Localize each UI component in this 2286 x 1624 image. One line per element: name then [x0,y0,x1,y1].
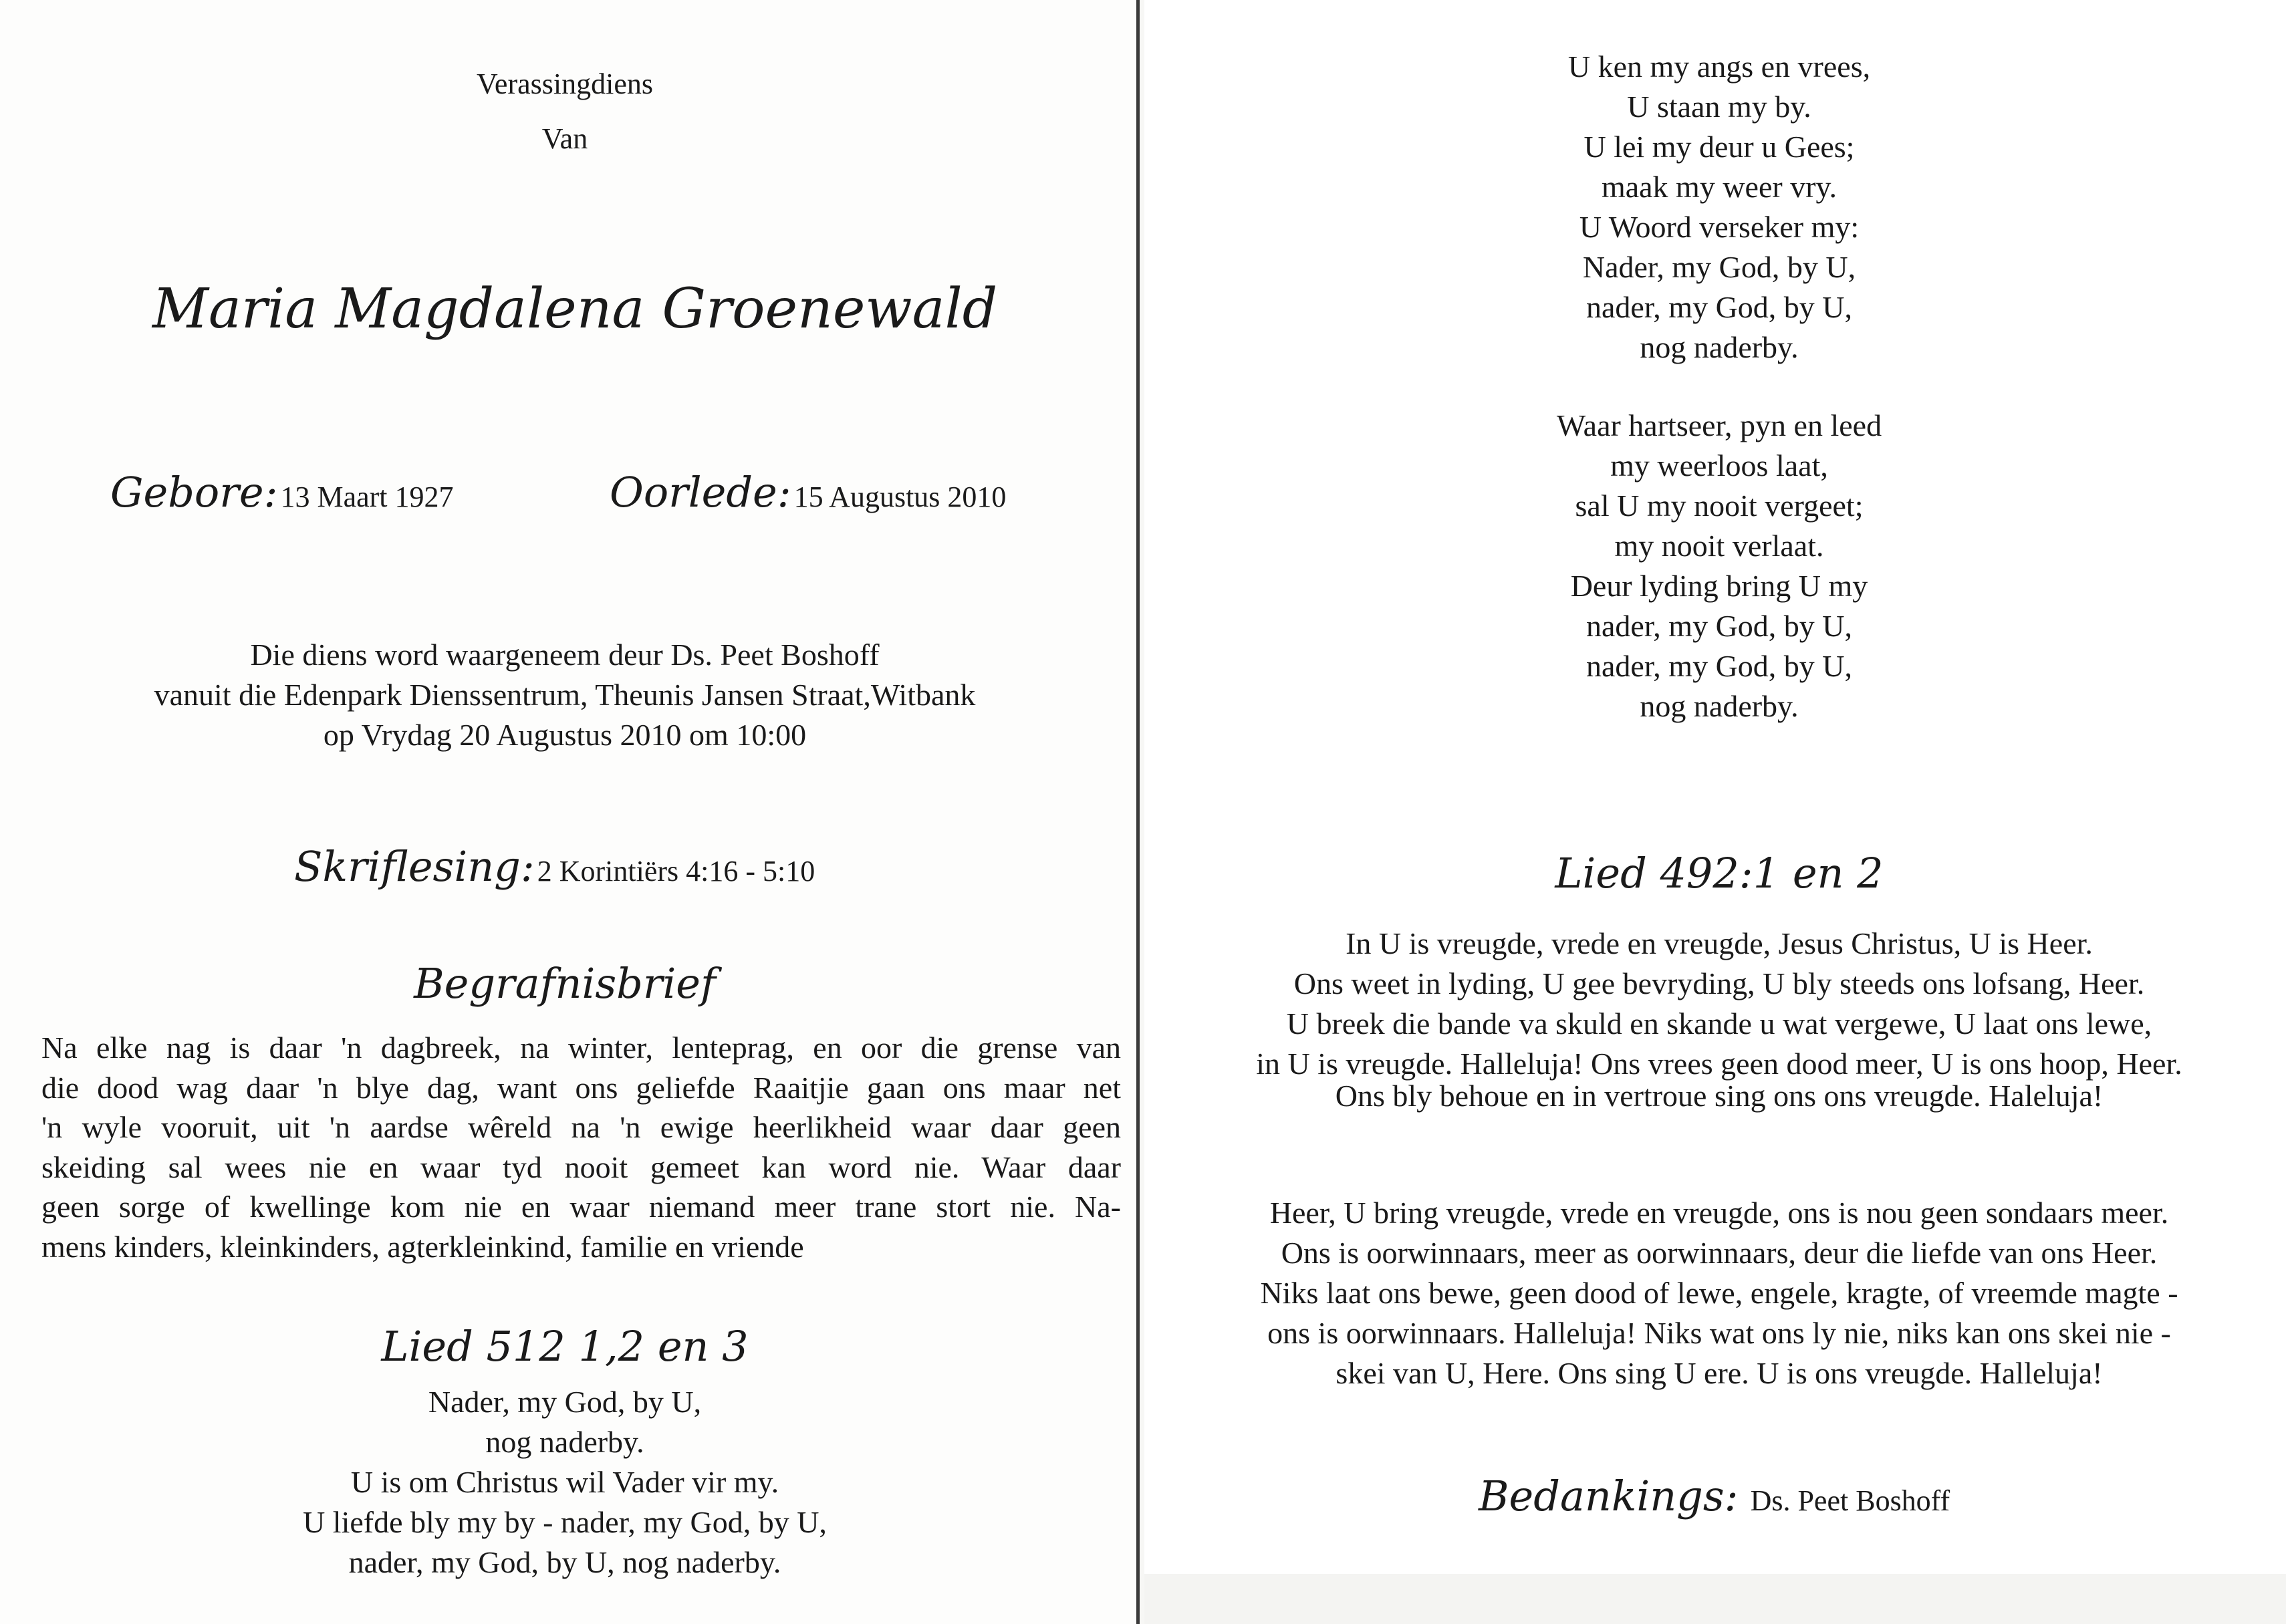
hymn-line: nog naderby. [1640,689,1799,723]
hymn-line: nader, my God, by U, [1585,649,1853,683]
hymn-line: U liefde bly my by - nader, my God, by U, [303,1505,827,1539]
hymn1-verse [0,1382,1130,1583]
died-label: Oorlede: [610,468,791,517]
hymn-line: my nooit verlaat. [1614,529,1824,563]
died-date: 15 Augustus 2010 [793,481,1007,513]
right-page [1144,0,2286,1624]
hymn-line: In U is vreugde, vrede en vreugde, Jesus Christus, U is Heer. [1346,926,2093,960]
hymn-line: Ons weet in lyding, U gee bevryding, U bly steeds ons lofsang, Heer. [1293,966,2145,1000]
hymn-line: nog naderby. [1640,330,1799,364]
hymn-line: Niks laat ons bewe, geen dood of lewe, engele, kragte, of vreemde magte - [1260,1276,2178,1310]
heading-verassingdiens: Verassingdiens [477,67,653,100]
died-row [610,468,1006,517]
letter-text [41,1028,1121,1266]
hymn-line: U staan my by. [1627,90,1811,124]
hymn-line: Nader, my God, by U, [1582,250,1856,284]
reading-label: Skriflesing: [294,842,535,891]
hymn-line: Heer, U bring vreugde, vrede en vreugde, ons is nou geen sondaars meer. [1269,1196,2169,1230]
heading-van: Van [541,122,588,155]
hymn2-title: Lied 492:1 en 2 [1555,849,1884,898]
thanks-row [1479,1472,1950,1520]
deceased-name: Maria Magdalena Groenewald [152,277,998,341]
letter-line: Na elke nag is daar 'n dagbreek, na winter, lenteprag, en oor die grense van [41,1031,1121,1065]
hymn-line: nader, my God, by U, [1585,290,1853,324]
hymn-line: nader, my God, by U, [1585,609,1853,643]
letter-line: 'n wyle vooruit, uit 'n aardse wêreld na 'n ewige heerlikheid waar daar geen [41,1110,1121,1144]
service-line: Die diens word waargeneem deur Ds. Peet Boshoff [250,638,880,672]
hymn-line: Nader, my God, by U, [428,1385,702,1419]
hymn-line: Ons bly behoue en in vertroue sing ons ons vreugde. Haleluja! [1335,1079,2104,1113]
hymn2-verse2 [1144,1193,2286,1393]
thanks-label: Bedankings: [1479,1472,1739,1520]
hymn-line: U ken my angs en vrees, [1567,49,1871,84]
left-page [0,0,1140,1624]
reading-row [294,842,815,891]
service-details [0,635,1130,755]
letter-line: die dood wag daar 'n blye dag, want ons geliefde Raaitjie gaan ons maar net [41,1070,1121,1105]
thanks-text: Ds. Peet Boshoff [1750,1484,1950,1517]
letter-line: geen sorge of kwellinge kom nie en waar niemand meer trane stort nie. Na- [41,1190,1121,1224]
born-row [110,468,454,517]
reading-text: 2 Korintiërs 4:16 - 5:10 [537,855,815,888]
hymn-line: in U is vreugde. Halleluja! Ons vrees geen dood meer, U is ons hoop, Heer. [1256,1047,2182,1081]
hymn-line: U lei my deur u Gees; [1583,130,1855,164]
hymn-line: U Woord verseker my: [1579,210,1860,244]
hymn-line: my weerloos laat, [1610,448,1828,483]
hymn-line: ons is oorwinnaars. Halleluja! Niks wat ons ly nie, niks kan ons skei nie - [1267,1316,2171,1350]
hymn1-verse3 [1144,406,2286,726]
hymn-line: skei van U, Here. Ons sing U ere. U is ons vreugde. Halleluja! [1336,1356,2103,1390]
born-date: 13 Maart 1927 [280,481,454,513]
hymn-line: maak my weer vry. [1601,170,1837,204]
hymn-line: Ons is oorwinnaars, meer as oorwinnaars, deur die liefde van ons Heer. [1281,1236,2158,1270]
service-line: op Vrydag 20 Augustus 2010 om 10:00 [323,718,807,752]
hymn-line: U is om Christus wil Vader vir my. [350,1465,779,1499]
page-bottom-margin [1144,1574,2286,1624]
letter-line: mens kinders, kleinkinders, agterkleinkind, familie en vriende [41,1229,804,1264]
hymn-line: nader, my God, by U, nog naderby. [348,1545,781,1579]
hymn-line: Deur lyding bring U my [1570,569,1868,603]
hymn1-verse2 [1144,47,2286,368]
service-line: vanuit die Edenpark Dienssentrum, Theunis Jansen Straat,Witbank [154,678,976,712]
letter-line: skeiding sal wees nie en waar tyd nooit gemeet kan word nie. Waar daar [41,1149,1121,1184]
hymn-line: U breek die bande va skuld en skande u wat vergewe, U laat ons lewe, [1286,1006,2152,1041]
hymn-line: sal U my nooit vergeet; [1575,489,1864,523]
hymn-line: Waar hartseer, pyn en leed [1556,408,1882,442]
hymn2-verse1 [1144,924,2286,1116]
hymn1-title: Lied 512 1,2 en 3 [381,1322,749,1371]
hymn-line: nog naderby. [485,1425,644,1459]
letter-title: Begrafnisbrief [414,959,716,1008]
born-label: Gebore: [110,468,278,517]
